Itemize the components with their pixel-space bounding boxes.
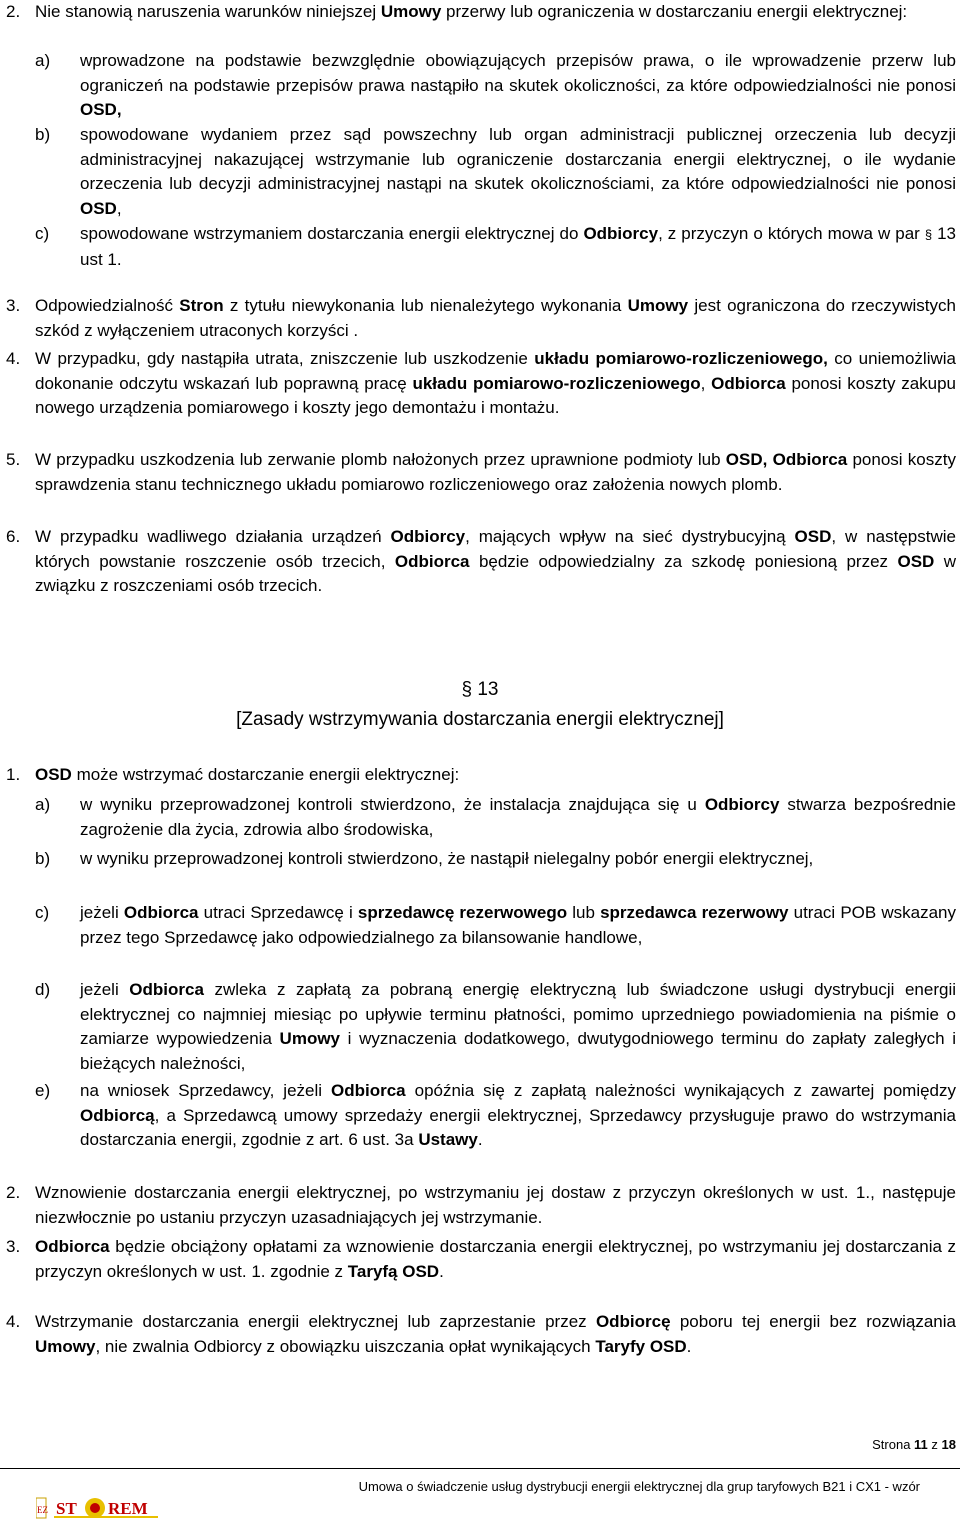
text: ponosi koszty sprawdzenia stanu technicznego układu pomiarowo rozliczeniowego oraz założenia nowych plomb. (35, 450, 956, 494)
term-taryfa: Taryfą OSD (347, 1261, 440, 1281)
text: , w następstwie których powstanie roszczenie osób trzecich, (35, 527, 956, 571)
term-odbiorca: Odbiorca (711, 373, 786, 393)
paragraph-number: 3. (6, 296, 21, 315)
item-1e (35, 1079, 956, 1153)
term-uklad: układu pomiarowo-rozliczeniowego (412, 373, 701, 393)
text: , (116, 198, 122, 218)
paragraph-number: 5. (6, 450, 21, 469)
page-mid: z (927, 1437, 942, 1452)
text: spowodowane wydaniem przez sąd powszechny lub organ administracji publicznej orzeczenia lub decyzji administracyjnej nakazującej wstrzymanie lub ograniczenie dostarczania energii elektrycznej, o ile wydanie orzeczenia lub decyzji administracyjnej nastąpi na skutek okolicznościami, za które odpowiedzialności nie ponosi (80, 125, 956, 193)
page-prefix: Strona (872, 1437, 915, 1452)
page-current: 11 (914, 1437, 928, 1452)
text: . (686, 1336, 692, 1356)
item-label: a) (35, 51, 51, 70)
text: , (700, 373, 712, 393)
term-osd: OSD, (80, 100, 122, 119)
paragraph-4 (6, 347, 956, 421)
text: ponosi koszty zakupu nowego urządzenia pomiarowego i koszty jego demontażu i montażu. (35, 373, 957, 417)
paragraph-5 (6, 448, 956, 497)
text: . (439, 1261, 444, 1281)
footer-doc-title: Umowa o świadczenie usług dystrybucji energii elektrycznej dla grup taryfowych B21 i CX1 - wzór (358, 1479, 920, 1494)
item-label: d) (35, 980, 51, 999)
term-umowy: Umowy (380, 2, 442, 21)
text: W przypadku, gdy nastąpiła utrata, zniszczenie lub uszkodzenie (35, 349, 535, 368)
storem-logo (36, 1496, 158, 1520)
item-2c (35, 222, 956, 272)
term-umowy: Umowy (627, 296, 689, 315)
item-label: b) (35, 849, 51, 868)
paragraph-number: 2. (6, 1183, 21, 1202)
item-2b (35, 123, 956, 221)
text: na wniosek Sprzedawcy, jeżeli (80, 1081, 332, 1100)
svg-text:EZ: EZ (37, 1505, 48, 1515)
item-label: e) (35, 1081, 51, 1100)
text: , nie zwalnia Odbiorcy z obowiązku uiszczania opłat wynikających (95, 1336, 596, 1356)
text: będzie odpowiedzialny za szkodę poniesioną przez (469, 551, 898, 571)
paragraph-number: 3. (6, 1237, 21, 1256)
text: i wyznaczenia dodatkowego, dwutygodniowego terminu do zapłaty zaległych i bieżących należności, (80, 1029, 956, 1073)
text: utraci POB wskazany przez tego Sprzedawcę jako odpowiedzialnego za bilansowanie handlowe, (80, 903, 956, 947)
item-label: a) (35, 795, 51, 814)
text: , mających wpływ na sieć dystrybucyjną (465, 527, 795, 546)
item-label: c) (35, 224, 50, 243)
text: Wznowienie dostarczania energii elektrycznej, po wstrzymaniu jej dostaw z przyczyn określonych w ust. 1., następuje niezwłocznie po ustaniu przyczyn uzasadniających jej wstrzymanie. (35, 1183, 956, 1227)
term-sprzedawca-rezerwowy: sprzedawca rezerwowy (600, 903, 789, 922)
term-stron: Stron (179, 296, 224, 315)
footer-divider (0, 1468, 960, 1469)
term-umowy: Umowy (279, 1029, 341, 1048)
text: . (477, 1130, 483, 1149)
term-umowy: Umowy (35, 1336, 96, 1356)
item-1c (35, 901, 956, 950)
text: W przypadku uszkodzenia lub zerwanie plomb nałożonych przez uprawnione podmioty lub (35, 450, 726, 469)
section-number-text: 13 (477, 679, 499, 700)
text: co uniemożliwia dokonanie odczytu wskazań lub poprawną pracę (35, 349, 956, 393)
text: jeżeli (80, 903, 124, 922)
text: utraci Sprzedawcę i (198, 903, 358, 922)
page-total: 18 (941, 1437, 956, 1452)
text: lub (567, 903, 601, 922)
term-odbiorcy: Odbiorcy (704, 795, 780, 814)
text: może wstrzymać dostarczanie energii elektrycznej: (71, 765, 460, 784)
text: , a Sprzedawcą umowy sprzedaży energii elektrycznej, Sprzedawcy przysługuje prawo do wstrzymania dostarczania energii, zgodnie z art. 6 ust. 3a (80, 1105, 956, 1149)
item-1b (35, 847, 956, 872)
text: poboru tej energii bez rozwiązania (670, 1312, 956, 1331)
paragraph-number: 1. (6, 765, 21, 784)
text: W przypadku wadliwego działania urządzeń (35, 527, 391, 546)
term-osd: OSD (794, 527, 832, 546)
paragraph-number: 4. (6, 1312, 21, 1331)
term-odbiorca: Odbiorca (331, 1081, 406, 1100)
term-odbiorca: Odbiorcą (80, 1105, 155, 1125)
text: , z przyczyn o których mowa w par (658, 224, 925, 243)
paragraph-number: 6. (6, 527, 21, 546)
page-number (872, 1437, 956, 1452)
text: w wyniku przeprowadzonej kontroli stwierdzono, że nastąpił nielegalny pobór energii elektrycznej, (80, 849, 814, 868)
text: przerwy lub ograniczenia w dostarczaniu energii elektrycznej: (441, 2, 908, 21)
text: jeżeli (80, 980, 130, 999)
text: stwarza bezpośrednie zagrożenie dla życia, zdrowia albo środowiska, (80, 795, 956, 839)
section-item-2 (6, 1181, 956, 1230)
section-title: [Zasady wstrzymywania dostarczania energii elektrycznej] (236, 709, 724, 730)
item-2a (35, 49, 956, 123)
term-odbiorca: Odbiorca (35, 1237, 110, 1256)
term-osd: OSD, (725, 450, 768, 469)
text: Wstrzymanie dostarczania energii elektrycznej lub zaprzestanie przez (35, 1312, 596, 1331)
text: Nie stanowią naruszenia warunków niniejszej (35, 2, 381, 21)
paragraph-3 (6, 294, 956, 343)
term-odbiorca: Odbiorca (129, 980, 204, 999)
term-ustawy: Ustawy (418, 1130, 478, 1149)
section-number (0, 677, 960, 703)
term-uklad: układu pomiarowo-rozliczeniowego, (534, 349, 828, 368)
paragraph-2 (6, 0, 956, 25)
term-osd: OSD (80, 198, 117, 218)
term-odbiorca: Odbiorcę (595, 1312, 671, 1331)
paragraph-number: 2. (6, 2, 21, 21)
text: w wyniku przeprowadzonej kontroli stwierdzono, że instalacja znajdująca się u (80, 795, 705, 814)
text: zwleka z zapłatą za pobraną energię elektryczną lub świadczone usługi dystrybucji energii elektrycznej co najmniej miesiąc po upływie terminu płatności, pomimo uprzedniego powiadomienia na piśmie o zamiarze wypowiedzenia (80, 980, 957, 1048)
term-osd: OSD (897, 551, 935, 571)
item-1d (35, 978, 956, 1076)
term-odbiorcy: Odbiorcy (390, 527, 466, 546)
section-sign-icon: § (461, 679, 473, 700)
text: będzie obciążony opłatami za wznowienie dostarczania energii elektrycznej, po wstrzymaniu jej dostarczania z przyczyn określonych w ust. 1. zgodnie z (35, 1237, 956, 1281)
term-odbiorca: Odbiorca (123, 903, 199, 922)
text: spowodowane wstrzymaniem dostarczania energii elektrycznej do (80, 224, 584, 243)
term-sprzedawca-rezerwowy: sprzedawcę rezerwowego (357, 903, 568, 922)
term-osd: OSD (35, 765, 72, 784)
paragraph-6 (6, 525, 956, 599)
svg-text:ST: ST (56, 1499, 77, 1518)
text: 13 ust 1. (80, 224, 956, 269)
section-sign-icon: § (924, 227, 933, 242)
term-odbiorca: Odbiorca (394, 551, 470, 571)
item-label: b) (35, 125, 51, 144)
section-item-3 (6, 1235, 956, 1284)
text: opóźnia się z zapłatą należności wynikających z zawartej pomiędzy (405, 1081, 956, 1100)
section-item-4 (6, 1310, 956, 1359)
term-taryfy: Taryfy OSD (595, 1336, 687, 1356)
svg-text:REM: REM (108, 1499, 148, 1518)
item-1a (35, 793, 956, 842)
text: z tytułu niewykonania lub nienależytego wykonania (223, 296, 628, 315)
text: w związku z roszczeniami osób trzecich. (35, 551, 957, 595)
section-item-1 (6, 763, 956, 788)
paragraph-number: 4. (6, 349, 21, 368)
item-label: c) (35, 903, 50, 922)
text: wprowadzone na podstawie bezwzględnie obowiązujących przepisów prawa, o ile wprowadzenie przerw lub ograniczeń na podstawie przepisów prawa nastąpiło na skutek okoliczności, za które odpowiedzialności nie ponosi (80, 51, 956, 95)
term-odbiorcy: Odbiorcy (583, 224, 659, 243)
text: Odpowiedzialność (35, 296, 180, 315)
term-odbiorca: Odbiorca (772, 450, 848, 469)
text: jest ograniczona do rzeczywistych szkód z wyłączeniem utraconych korzyści . (35, 296, 956, 340)
